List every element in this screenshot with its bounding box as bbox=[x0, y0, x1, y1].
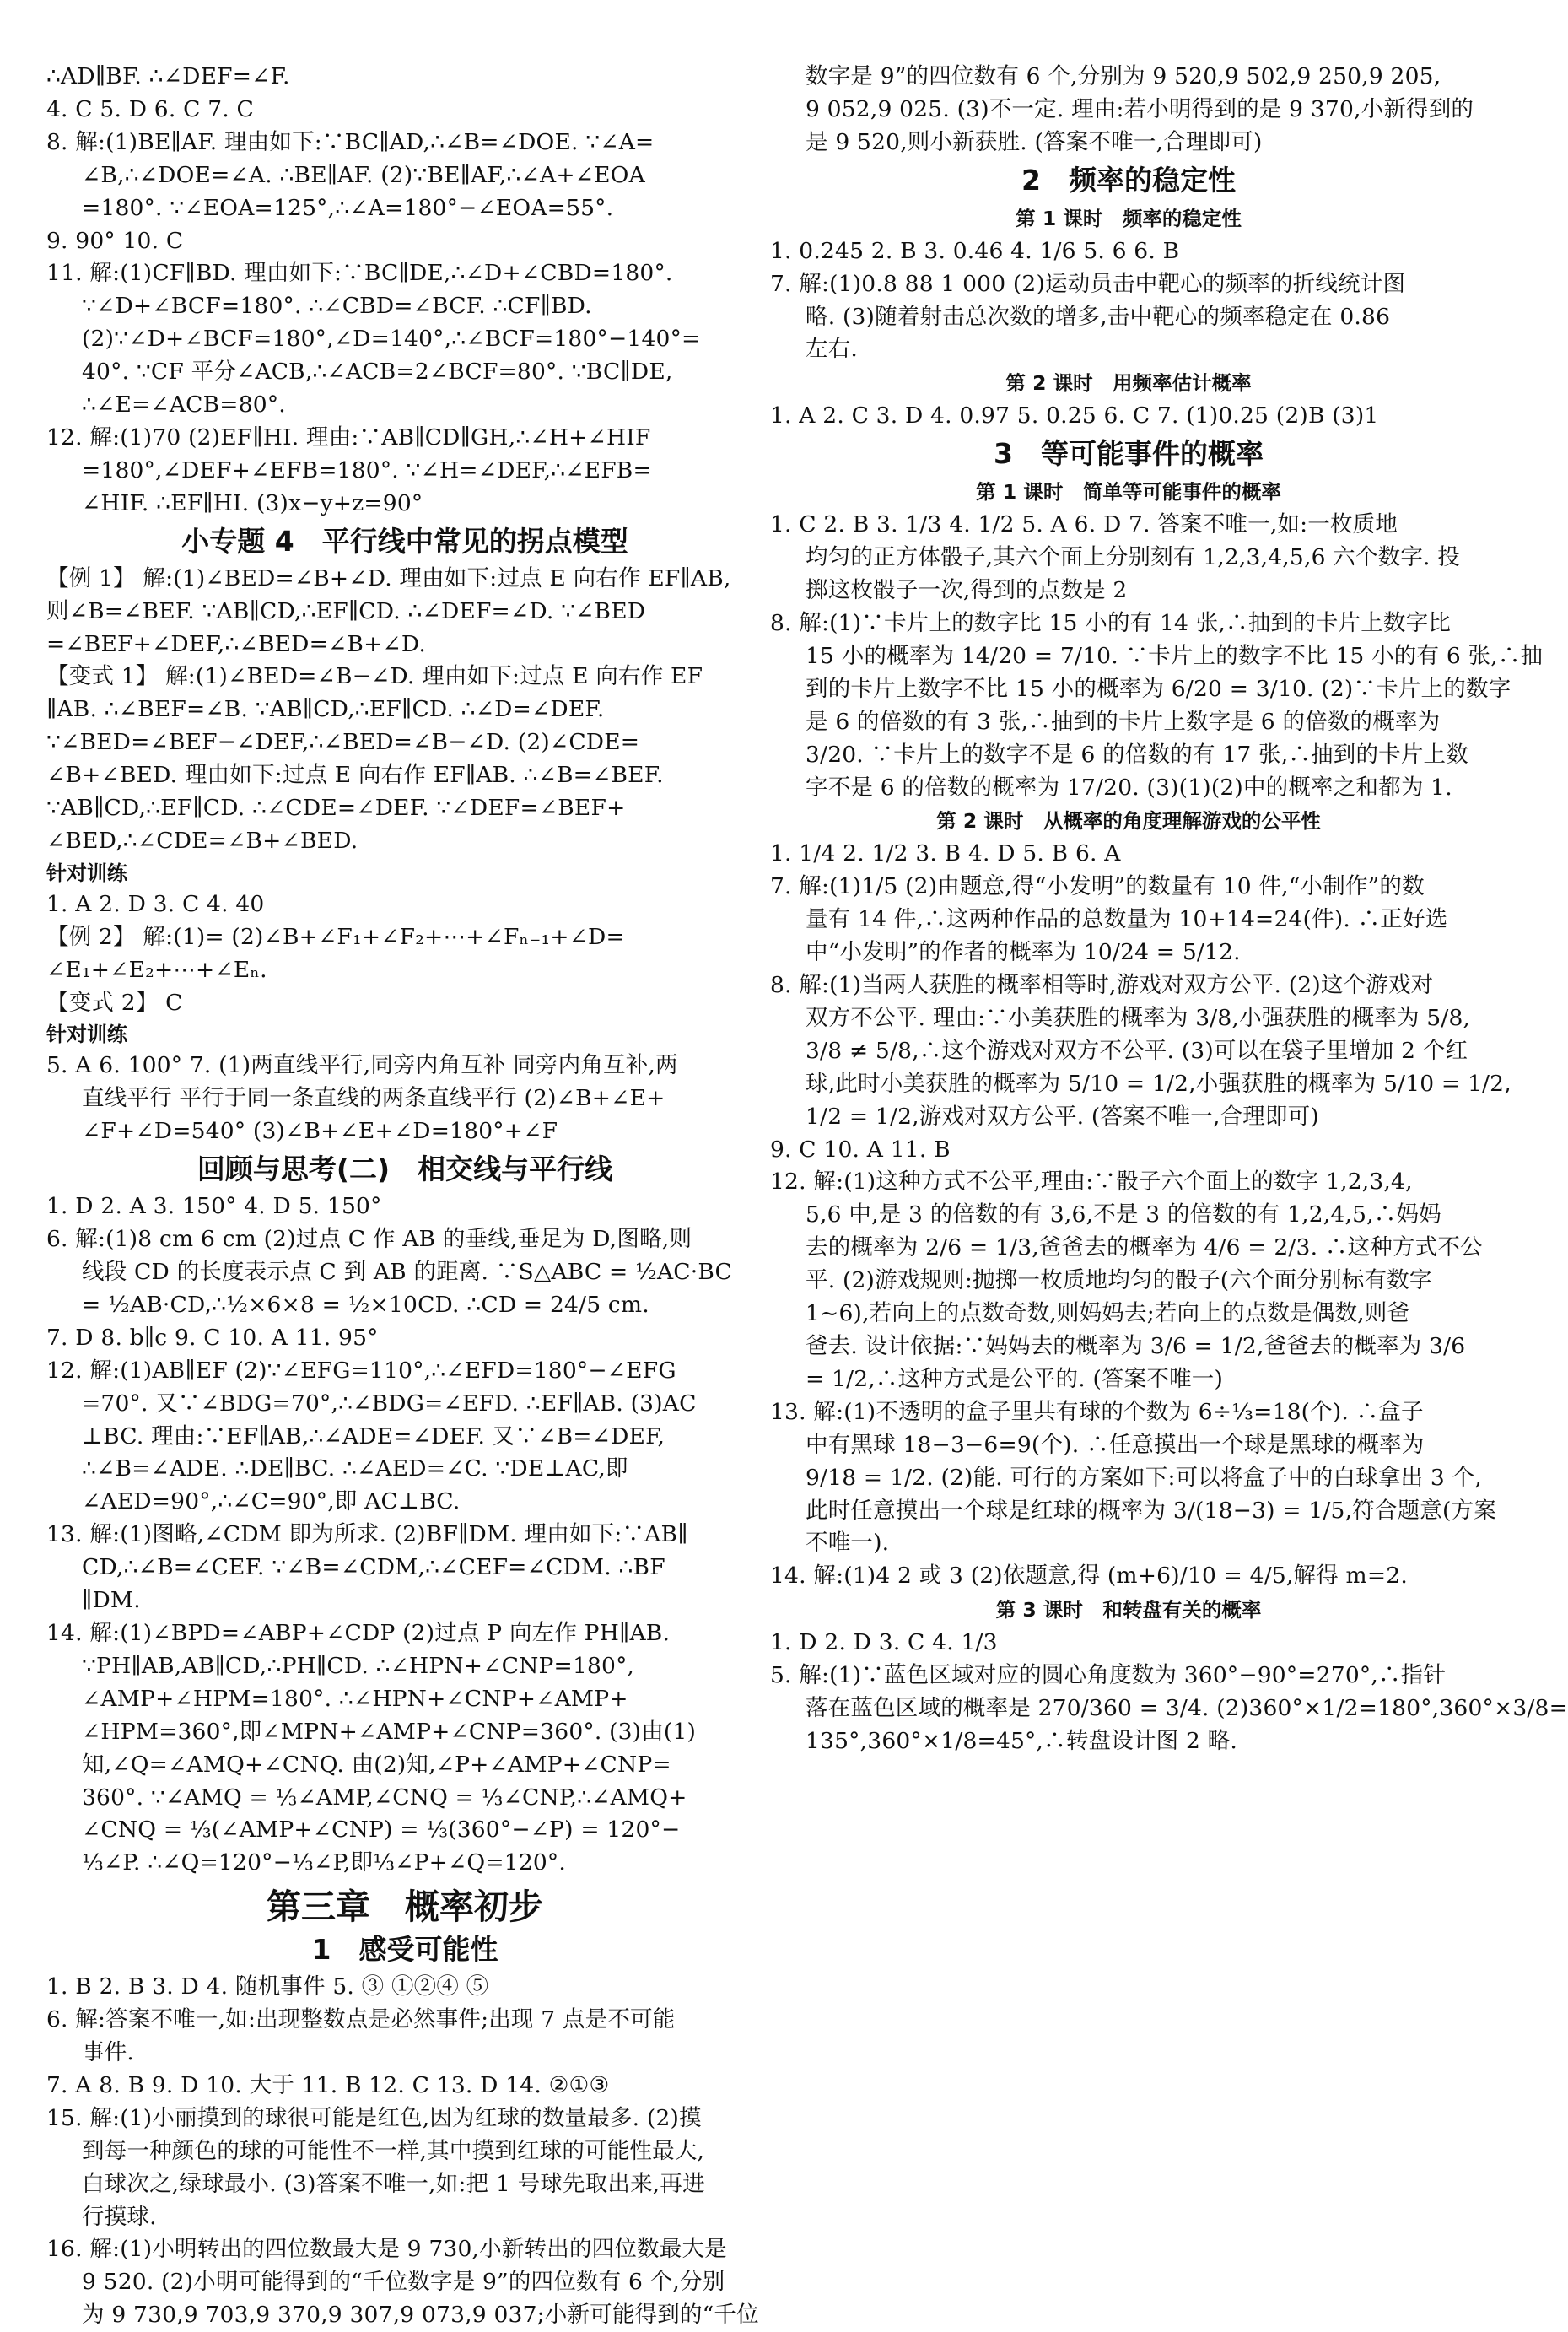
text-line: 1/2 = 1/2,游戏对双方公平. (答案不唯一,合理即可) bbox=[806, 1103, 1319, 1130]
text-line: ∠AED=90°,∴∠C=90°,即 AC⊥BC. bbox=[82, 1488, 461, 1515]
text-line: 1. A 2. D 3. C 4. 40 bbox=[46, 890, 265, 917]
lesson-heading: 第 1 课时 频率的稳定性 bbox=[1016, 206, 1242, 230]
text-line: ∥DM. bbox=[82, 1587, 141, 1614]
text-line: ∵PH∥AB,AB∥CD,∴PH∥CD. ∴∠HPN+∠CNP=180°, bbox=[82, 1652, 635, 1679]
text-line: 9. C 10. A 11. B bbox=[770, 1136, 951, 1163]
text-line: ∠B,∴∠DOE=∠A. ∴BE∥AF. (2)∵BE∥AF,∴∠A+∠EOA bbox=[82, 161, 645, 188]
text-line: ∠B+∠BED. 理由如下:过点 E 向右作 EF∥AB. ∴∠B=∠BEF. bbox=[46, 762, 664, 789]
text-line: 量有 14 件,∴这两种作品的总数量为 10+14=24(件). ∴正好选 bbox=[806, 906, 1448, 933]
text-line: 掷这枚骰子一次,得到的点数是 2 bbox=[806, 577, 1128, 604]
text-line: 知,∠Q=∠AMQ+∠CNQ. 由(2)知,∠P+∠AMP+∠CNP= bbox=[82, 1751, 671, 1778]
text-line: ∠BED,∴∠CDE=∠B+∠BED. bbox=[46, 827, 358, 854]
text-line: 中有黑球 18−3−6=9(个). ∴任意摸出一个球是黑球的概率为 bbox=[806, 1431, 1425, 1458]
text-line: =180°. ∵∠EOA=125°,∴∠A=180°−∠EOA=55°. bbox=[82, 194, 614, 221]
text-line: 为 9 730,9 703,9 370,9 307,9 073,9 037;小新可能得到的“千位 bbox=[82, 2302, 759, 2329]
text-line: 爸去. 设计依据:∵妈妈去的概率为 3/6 = 1/2,爸爸去的概率为 3/6 bbox=[806, 1333, 1466, 1359]
text-line: 14. 解:(1)4 2 或 3 (2)依题意,得 (m+6)/10 = 4/5,解得 m=2. bbox=[770, 1563, 1408, 1590]
chapter-heading: 第三章 概率初步 bbox=[267, 1887, 543, 1928]
text-line: 1. D 2. D 3. C 4. 1/3 bbox=[770, 1629, 998, 1656]
text-line: 3/8 ≠ 5/8,∴这个游戏对双方不公平. (3)可以在袋子里增加 2 个红 bbox=[806, 1037, 1468, 1064]
text-line: 落在蓝色区域的概率是 270/360 = 3/4. (2)360°×1/2=180°,360°×3/8= bbox=[806, 1695, 1568, 1722]
text-line: ∠HPM=360°,即∠MPN+∠AMP+∠CNP=360°. (3)由(1) bbox=[82, 1718, 697, 1745]
text-line: 均匀的正方体骰子,其六个面上分别刻有 1,2,3,4,5,6 六个数字. 投 bbox=[806, 544, 1460, 571]
text-line: ∠F+∠D=540° (3)∠B+∠E+∠D=180°+∠F bbox=[82, 1118, 558, 1145]
text-line: ⊥BC. 理由:∵EF∥AB,∴∠ADE=∠DEF. 又∵∠B=∠DEF, bbox=[82, 1422, 665, 1449]
text-line: 8. 解:(1)BE∥AF. 理由如下:∵BC∥AD,∴∠B=∠DOE. ∵∠A= bbox=[46, 128, 655, 155]
lesson-heading: 第 2 课时 从概率的角度理解游戏的公平性 bbox=[936, 809, 1321, 834]
text-line: 【例 2】 解:(1)= (2)∠B+∠F₁+∠F₂+⋯+∠Fₙ₋₁+∠D= bbox=[46, 923, 625, 950]
text-line: 4. C 5. D 6. C 7. C bbox=[46, 95, 254, 122]
text-line: 中“小发明”的作者的概率为 10/24 = 5/12. bbox=[806, 939, 1241, 966]
text-line: 13. 解:(1)图略,∠CDM 即为所求. (2)BF∥DM. 理由如下:∵AB∥ bbox=[46, 1521, 688, 1548]
text-line: 16. 解:(1)小明转出的四位数最大是 9 730,小新转出的四位数最大是 bbox=[46, 2236, 727, 2263]
text-line: = ½AB·CD,∴½×6×8 = ½×10CD. ∴CD = 24/5 cm. bbox=[82, 1291, 649, 1318]
text-line: 5. A 6. 100° 7. (1)两直线平行,同旁内角互补 同旁内角互补,两 bbox=[46, 1052, 678, 1079]
text-line: 7. D 8. b∥c 9. C 10. A 11. 95° bbox=[46, 1324, 379, 1351]
text-line: ∴∠B=∠ADE. ∴DE∥BC. ∴∠AED=∠C. ∵DE⊥AC,即 bbox=[82, 1455, 628, 1482]
text-line: 1. 0.245 2. B 3. 0.46 4. 1/6 5. 6 6. B bbox=[770, 237, 1180, 264]
text-line: 数字是 9”的四位数有 6 个,分别为 9 520,9 502,9 250,9 205, bbox=[806, 63, 1441, 89]
text-line: ∵AB∥CD,∴EF∥CD. ∴∠CDE=∠DEF. ∵∠DEF=∠BEF+ bbox=[46, 795, 626, 822]
text-line: 是 9 520,则小新获胜. (答案不唯一,合理即可) bbox=[806, 128, 1263, 155]
text-line: 平. (2)游戏规则:抛掷一枚质地均匀的骰子(六个面分别标有数字 bbox=[806, 1267, 1432, 1294]
text-line: 球,此时小美获胜的概率为 5/10 = 1/2,小强获胜的概率为 5/10 = 1/2, bbox=[806, 1070, 1511, 1097]
label: 针对训练 bbox=[46, 861, 127, 885]
text-line: 9 052,9 025. (3)不一定. 理由:若小明得到的是 9 370,小新得到的 bbox=[806, 95, 1474, 122]
text-line: 不唯一). bbox=[806, 1530, 890, 1557]
text-line: 【例 1】 解:(1)∠BED=∠B+∠D. 理由如下:过点 E 向右作 EF∥AB, bbox=[46, 564, 731, 591]
text-line: 7. A 8. B 9. D 10. 大于 11. B 12. C 13. D 14. ②①③ bbox=[46, 2071, 610, 2098]
text-line: 12. 解:(1)AB∥EF (2)∵∠EFG=110°,∴∠EFD=180°−∠EFG bbox=[46, 1357, 676, 1384]
text-line: 左右. bbox=[806, 336, 859, 363]
text-line: 9 520. (2)小明可能得到的“千位数字是 9”的四位数有 6 个,分别 bbox=[82, 2269, 725, 2296]
text-line: 7. 解:(1)0.8 88 1 000 (2)运动员击中靶心的频率的折线统计图 bbox=[770, 270, 1406, 297]
text-line: 双方不公平. 理由:∵小美获胜的概率为 3/8,小强获胜的概率为 5/8, bbox=[806, 1004, 1471, 1031]
text-line: ∠AMP+∠HPM=180°. ∴∠HPN+∠CNP+∠AMP+ bbox=[82, 1685, 628, 1712]
text-line: 【变式 2】 C bbox=[46, 989, 183, 1016]
text-line: 到的卡片上数字不比 15 小的概率为 6/20 = 3/10. (2)∵卡片上的数字 bbox=[806, 675, 1511, 702]
text-line: 略. (3)随着射击总次数的增多,击中靶心的频率稳定在 0.86 bbox=[806, 303, 1391, 330]
text-line: 1~6),若向上的点数奇数,则妈妈去;若向上的点数是偶数,则爸 bbox=[806, 1300, 1410, 1327]
text-line: 9. 90° 10. C bbox=[46, 227, 184, 254]
text-line: 7. 解:(1)1/5 (2)由题意,得“小发明”的数量有 10 件,“小制作”的数 bbox=[770, 873, 1425, 900]
text-line: 此时任意摸出一个球是红球的概率为 3/(18−3) = 1/5,符合题意(方案 bbox=[806, 1497, 1496, 1524]
text-line: ∠E₁+∠E₂+⋯+∠Eₙ. bbox=[46, 956, 267, 983]
text-line: 线段 CD 的长度表示点 C 到 AB 的距离. ∵S△ABC = ½AC·BC bbox=[82, 1259, 733, 1285]
text-line: 360°. ∵∠AMQ = ⅓∠AMP,∠CNQ = ⅓∠CNP,∴∠AMQ+ bbox=[82, 1784, 687, 1811]
text-line: 是 6 的倍数的有 3 张,∴抽到的卡片上数字是 6 的倍数的概率为 bbox=[806, 708, 1441, 735]
text-line: 6. 解:答案不唯一,如:出现整数点是必然事件;出现 7 点是不可能 bbox=[46, 2006, 676, 2033]
label: 针对训练 bbox=[46, 1023, 127, 1047]
text-line: ⅓∠P. ∴∠Q=120°−⅓∠P,即⅓∠P+∠Q=120°. bbox=[82, 1849, 567, 1876]
text-line: = 1/2,∴这种方式是公平的. (答案不唯一) bbox=[806, 1365, 1224, 1392]
text-line: 白球次之,绿球最小. (3)答案不唯一,如:把 1 号球先取出来,再进 bbox=[82, 2170, 705, 2197]
text-line: 事件. bbox=[82, 2039, 135, 2066]
text-line: 行摸球. bbox=[82, 2203, 157, 2230]
text-line: 135°,360°×1/8=45°,∴转盘设计图 2 略. bbox=[806, 1727, 1237, 1754]
text-line: 15. 解:(1)小丽摸到的球很可能是红色,因为红球的数量最多. (2)摸 bbox=[46, 2104, 702, 2131]
text-line: 9/18 = 1/2. (2)能. 可行的方案如下:可以将盒子中的白球拿出 3 个, bbox=[806, 1464, 1482, 1491]
text-line: CD,∴∠B=∠CEF. ∵∠B=∠CDM,∴∠CEF=∠CDM. ∴BF bbox=[82, 1554, 665, 1581]
text-line: =70°. 又∵∠BDG=70°,∴∠BDG=∠EFD. ∴EF∥AB. (3)AC bbox=[82, 1390, 697, 1417]
section-heading: 1 感受可能性 bbox=[311, 1933, 498, 1967]
left-column bbox=[46, 61, 763, 2332]
text-line: 直线平行 平行于同一条直线的两条直线平行 (2)∠B+∠E+ bbox=[82, 1085, 665, 1112]
text-line: ∴AD∥BF. ∴∠DEF=∠F. bbox=[46, 63, 290, 89]
text-line: 则∠B=∠BEF. ∵AB∥CD,∴EF∥CD. ∴∠DEF=∠D. ∵∠BED bbox=[46, 597, 646, 624]
text-line: ∵∠BED=∠BEF−∠DEF,∴∠BED=∠B−∠D. (2)∠CDE= bbox=[46, 729, 640, 756]
text-line: 8. 解:(1)当两人获胜的概率相等时,游戏对双方公平. (2)这个游戏对 bbox=[770, 972, 1434, 999]
text-line: ∠HIF. ∴EF∥HI. (3)x−y+z=90° bbox=[82, 489, 423, 516]
text-line: 12. 解:(1)这种方式不公平,理由:∵骰子六个面上的数字 1,2,3,4, bbox=[770, 1169, 1413, 1196]
text-line: 6. 解:(1)8 cm 6 cm (2)过点 C 作 AB 的垂线,垂足为 D,图略,则 bbox=[46, 1226, 692, 1253]
lesson-heading: 第 2 课时 用频率估计概率 bbox=[1005, 371, 1252, 396]
text-line: (2)∵∠D+∠BCF=180°,∠D=140°,∴∠BCF=180°−140°= bbox=[82, 326, 701, 353]
lesson-heading: 第 3 课时 和转盘有关的概率 bbox=[995, 1598, 1262, 1622]
text-line: ∠CNQ = ⅓(∠AMP+∠CNP) = ⅓(360°−∠P) = 120°− bbox=[82, 1816, 681, 1843]
lesson-heading: 第 1 课时 简单等可能事件的概率 bbox=[976, 480, 1281, 505]
text-line: 40°. ∵CF 平分∠ACB,∴∠ACB=2∠BCF=80°. ∵BC∥DE, bbox=[82, 359, 673, 386]
text-line: 1. C 2. B 3. 1/3 4. 1/2 5. A 6. D 7. 答案不唯一,如:一枚质地 bbox=[770, 511, 1398, 538]
section-heading: 2 频率的稳定性 bbox=[1021, 163, 1236, 197]
text-line: 11. 解:(1)CF∥BD. 理由如下:∵BC∥DE,∴∠D+∠CBD=180°. bbox=[46, 260, 673, 287]
text-line: ∴∠E=∠ACB=80°. bbox=[82, 391, 286, 418]
text-line: 1. A 2. C 3. D 4. 0.97 5. 0.25 6. C 7. (1)0.25 (2)B (3)1 bbox=[770, 402, 1379, 429]
text-line: 12. 解:(1)70 (2)EF∥HI. 理由:∵AB∥CD∥GH,∴∠H+∠HIF bbox=[46, 424, 651, 451]
text-line: 【变式 1】 解:(1)∠BED=∠B−∠D. 理由如下:过点 E 向右作 EF bbox=[46, 663, 703, 690]
text-line: =∠BEF+∠DEF,∴∠BED=∠B+∠D. bbox=[46, 630, 427, 657]
text-line: 13. 解:(1)不透明的盒子里共有球的个数为 6÷⅓=18(个). ∴盒子 bbox=[770, 1398, 1424, 1425]
section-heading: 回顾与思考(二) 相交线与平行线 bbox=[197, 1153, 613, 1186]
section-heading: 3 等可能事件的概率 bbox=[994, 437, 1264, 471]
text-line: 1. D 2. A 3. 150° 4. D 5. 150° bbox=[46, 1193, 382, 1220]
text-line: 14. 解:(1)∠BPD=∠ABP+∠CDP (2)过点 P 向左作 PH∥AB. bbox=[46, 1619, 671, 1646]
text-line: 1. B 2. B 3. D 4. 随机事件 5. ③ ①②④ ⑤ bbox=[46, 1973, 489, 2000]
right-column bbox=[770, 61, 1568, 1758]
text-line: 1. 1/4 2. 1/2 3. B 4. D 5. B 6. A bbox=[770, 840, 1121, 867]
text-line: 5. 解:(1)∵蓝色区域对应的圆心角度数为 360°−90°=270°,∴指针 bbox=[770, 1662, 1447, 1689]
text-line: 去的概率为 2/6 = 1/3,爸爸去的概率为 4/6 = 2/3. ∴这种方式不公 bbox=[806, 1234, 1483, 1261]
text-line: 15 小的概率为 14/20 = 7/10. ∵卡片上的数字不比 15 小的有 6 张,∴抽 bbox=[806, 642, 1544, 669]
text-line: 3/20. ∵卡片上的数字不是 6 的倍数的有 17 张,∴抽到的卡片上数 bbox=[806, 741, 1468, 768]
text-line: 到每一种颜色的球的可能性不一样,其中摸到红球的可能性最大, bbox=[82, 2137, 705, 2164]
text-line: 字不是 6 的倍数的概率为 17/20. (3)(1)(2)中的概率之和都为 1. bbox=[806, 774, 1452, 801]
text-line: 8. 解:(1)∵卡片上的数字比 15 小的有 14 张,∴抽到的卡片上数字比 bbox=[770, 609, 1452, 636]
text-line: ∵∠D+∠BCF=180°. ∴∠CBD=∠BCF. ∴CF∥BD. bbox=[82, 293, 592, 320]
section-heading: 小专题 4 平行线中常见的拐点模型 bbox=[181, 524, 628, 558]
text-line: ∥AB. ∴∠BEF=∠B. ∵AB∥CD,∴EF∥CD. ∴∠D=∠DEF. bbox=[46, 696, 605, 723]
text-line: =180°,∠DEF+∠EFB=180°. ∵∠H=∠DEF,∴∠EFB= bbox=[82, 456, 652, 483]
text-line: 5,6 中,是 3 的倍数的有 3,6,不是 3 的倍数的有 1,2,4,5,∴妈妈 bbox=[806, 1201, 1441, 1228]
